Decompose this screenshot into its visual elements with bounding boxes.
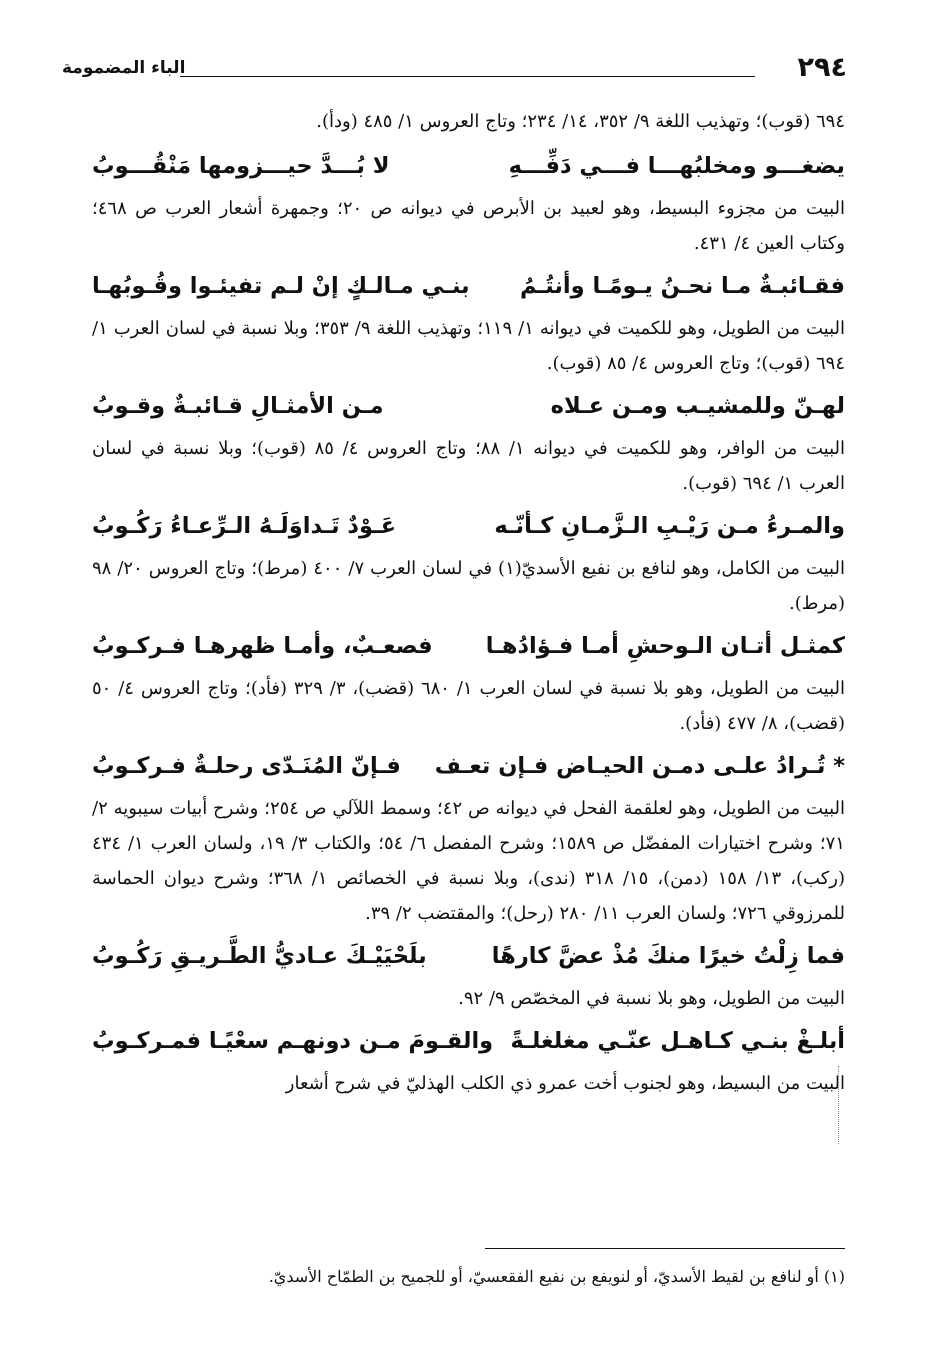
entry-4 <box>92 501 845 621</box>
verse-first-hemistich: كمثـل أتـان الـوحشِ أمـا فـؤادُهـا <box>485 633 845 659</box>
verse-second-hemistich: لا بُـــدَّ حيـــزومها مَنْقُـــوبُ <box>92 153 390 179</box>
verse-note: البيت من البسيط، وهو لجنوب أخت عمرو ذي الكلب الهذليّ في شرح أشعار <box>285 1073 845 1094</box>
intro-line: ٦٩٤ (قوب)؛ وتهذيب اللغة ٩/ ٣٥٢، ١٤/ ٢٣٤؛ وتاج العروس ١/ ٤٨٥ (ودأ). <box>316 111 845 132</box>
verse-note: البيت من الطويل، وهو بلا نسبة في المخصّص ٩/ ٩٢. <box>458 988 845 1009</box>
header-rule <box>180 76 755 77</box>
margin-mark <box>838 1066 839 1144</box>
verse-second-hemistich: بلَحْيَيْـكَ عـاديُّ الطَّـريـقِ رَكُـوبُ <box>92 943 427 969</box>
verse-note: البيت من الكامل، وهو لنافع بن نفيع الأسديّ(١) في لسان العرب ٧/ ٤٠٠ (مرط)؛ وتاج العروس ٢٠/ ٩٨ (مرط). <box>92 558 845 614</box>
page-header <box>62 52 847 88</box>
verse-first-hemistich: يضغـــو ومخلبُهـــا فـــي دَفِّـــهِ <box>508 153 845 179</box>
verse-first-hemistich: فقـائبـةٌ مـا نحـنُ يـومًـا وأنتُـمُ <box>519 273 845 299</box>
verse-first-hemistich: أبلـغْ بنـي كـاهـل عنّـي مغلغلـةً <box>510 1028 845 1054</box>
verse-first-hemistich: لهـنّ وللمشيـب ومـن عـلاه <box>550 393 845 419</box>
verse-note: البيت من الوافر، وهو للكميت في ديوانه ١/ ٨٨؛ وتاج العروس ٤/ ٨٥ (قوب)؛ وبلا نسبة في لسان العرب ١/ ٦٩٤ (قوب). <box>92 438 845 494</box>
running-title: الباء المضمومة <box>62 58 186 78</box>
verse-first-hemistich: * تُـرادُ علـى دمـن الحيـاض فـإن تعـف <box>434 753 845 779</box>
entry-1 <box>92 141 845 261</box>
verse-second-hemistich: فـإنّ المُنَـدّى رحلـةٌ فـركـوبُ <box>92 753 401 779</box>
verse-second-hemistich: بنـي مـالـكٍ إنْ لـم تفيئـوا وقُـوبُهـا <box>92 273 470 299</box>
verse-note: البيت من مجزوء البسيط، وهو لعبيد بن الأبرص في ديوانه ص ٢٠؛ وجمهرة أشعار العرب ص ٤٦٨؛ وكتاب العين ٤/ ٤٣١. <box>92 198 845 254</box>
entry-5 <box>92 621 845 741</box>
verse <box>92 1016 845 1066</box>
verse-note: البيت من الطويل، وهو للكميت في ديوانه ١/ ١١٩؛ وتهذيب اللغة ٩/ ٣٥٣؛ وبلا نسبة في لسان العرب ١/ ٦٩٤ (قوب)؛ وتاج العروس ٤/ ٨٥ (قوب). <box>92 318 845 374</box>
verse-second-hemistich: مـن الأمثـالِ قـائبـةٌ وقـوبُ <box>92 393 384 419</box>
verse-second-hemistich: والقـومَ مـن دونهـم سعْيًـا فمـركـوبُ <box>92 1028 494 1054</box>
footnote: (١) أو لنافع بن لقيط الأسديّ، أو لنويفع بن نفيع الفقعسيّ، أو للجميح بن الطمّاح الأسديّ. <box>268 1267 845 1286</box>
entry-8 <box>92 1016 845 1101</box>
page-number: ٢٩٤ <box>797 52 847 83</box>
entry-7 <box>92 931 845 1016</box>
entry-3 <box>92 381 845 501</box>
verse-first-hemistich: والمـرءُ مـن رَيْـبِ الـزَّمـانِ كـأنّـه <box>494 513 845 539</box>
entry-2 <box>92 261 845 381</box>
verse <box>92 141 845 191</box>
verse <box>92 741 845 791</box>
verse-note: البيت من الطويل، وهو لعلقمة الفحل في ديوانه ص ٤٢؛ وسمط اللآلي ص ٢٥٤؛ وشرح أبيات سيبويه ٢/ ٧١؛ وشرح اختيارات المفضّل ص ١٥٨٩؛ وشرح المفصل ٦/ ٥٤؛ والكتاب ٣/ ١٩، ولسان العرب ١/ ٤٣٤ (ركب)، ١٣/ ١٥٨ (دمن)، ١٥/ ٣١٨ (ندى)، وبلا نسبة في الخصائص ١/ ٣٦٨؛ وشرح ديوان الحماسة للمرزوقي ٧٢٦؛ ولسان العرب ١١/ ٢٨٠ (رحل)؛ والمقتضب ٢/ ٣٩. <box>92 798 846 924</box>
verse <box>92 381 845 431</box>
page-body <box>92 104 845 1101</box>
verse <box>92 621 845 671</box>
verse <box>92 261 845 311</box>
verse-note: البيت من الطويل، وهو بلا نسبة في لسان العرب ١/ ٦٨٠ (قضب)، ٣/ ٣٢٩ (فأد)؛ وتاج العروس ٤/ ٥٠ (قضب)، ٨/ ٤٧٧ (فأد). <box>92 678 845 734</box>
verse-second-hemistich: فصعـبٌ، وأمـا ظهرهـا فـركـوبُ <box>92 633 433 659</box>
verse <box>92 931 845 981</box>
verse-second-hemistich: عَـوْدٌ تَـداوَلَـهُ الـرِّعـاءُ رَكُـوبُ <box>92 513 397 539</box>
verse <box>92 501 845 551</box>
entry-6 <box>92 741 845 931</box>
footnote-rule <box>485 1248 845 1249</box>
verse-first-hemistich: فما زِلْتُ خيرًا منكَ مُذْ عضَّ كارهًا <box>491 943 845 969</box>
